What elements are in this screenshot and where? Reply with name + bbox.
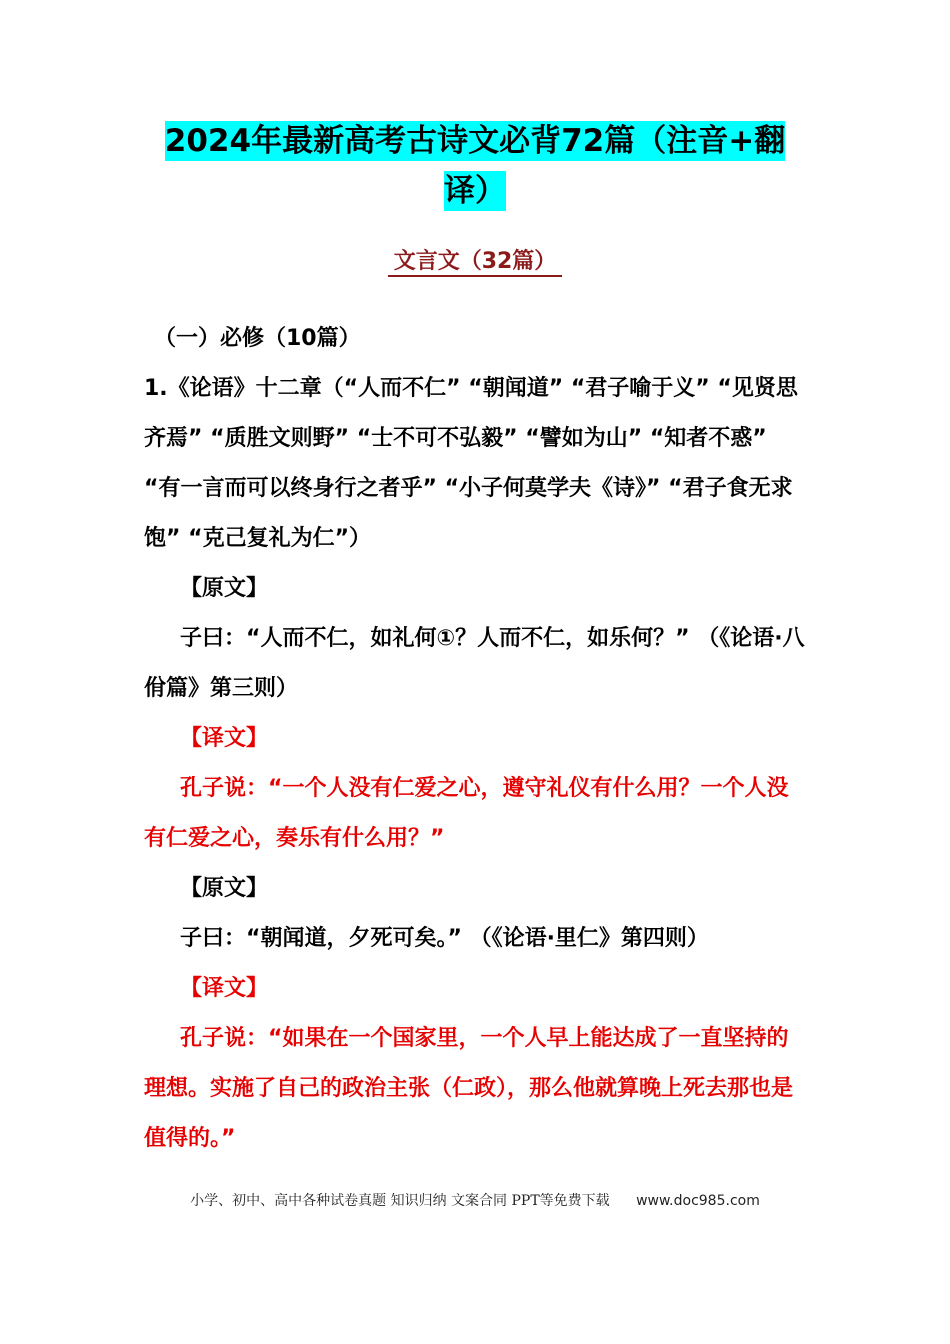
translation-text: 孔子说：“一个人没有仁爱之心，遵守礼仪有什么用？一个人没有仁爱之心，奏乐有什么用？” — [144, 776, 789, 851]
original-label: 【原文】 — [180, 576, 269, 601]
original-label: 【原文】 — [180, 876, 269, 901]
section-heading — [0, 244, 950, 275]
footer-text: 小学、初中、高中各种试卷真题 知识归纳 文案合同 PPT等免费下载 — [190, 1193, 610, 1209]
subsection-heading: （一）必修（10篇） — [154, 326, 361, 351]
translation-text: 孔子说：“如果在一个国家里，一个人早上能达成了一直坚持的理想。实施了自己的政治主张（仁政），那么他就算晚上死去那也是值得的。” — [144, 1026, 794, 1151]
translation-label: 【译文】 — [180, 726, 269, 751]
translation-label: 【译文】 — [180, 976, 269, 1001]
section-heading-text: 文言文（32篇） — [388, 249, 563, 277]
document-title-line1: 2024年最新高考古诗文必背72篇（注音+翻 — [164, 123, 786, 159]
page-footer — [0, 1190, 950, 1210]
item-title: 1.《论语》十二章（“人而不仁” “朝闻道” “君子喻于义” “见贤思齐焉” “质胜文则野” “士不可不弘毅” “譬如为山” “知者不惑” “有一言而可以终身行之者乎” “小子何莫学夫《诗》” “君子食无求饱” “克己复礼为仁”） — [144, 376, 798, 551]
document-body — [144, 314, 809, 1164]
original-text: 子曰：“人而不仁，如礼何①？人而不仁，如乐何？” （《论语·八佾篇》第三则） — [144, 626, 805, 701]
document-title-line2: 译） — [444, 173, 506, 209]
footer-url-link[interactable]: www.doc985.com — [636, 1193, 760, 1209]
document-title — [140, 116, 810, 216]
original-text: 子曰：“朝闻道，夕死可矣。” （《论语·里仁》第四则） — [180, 926, 709, 951]
